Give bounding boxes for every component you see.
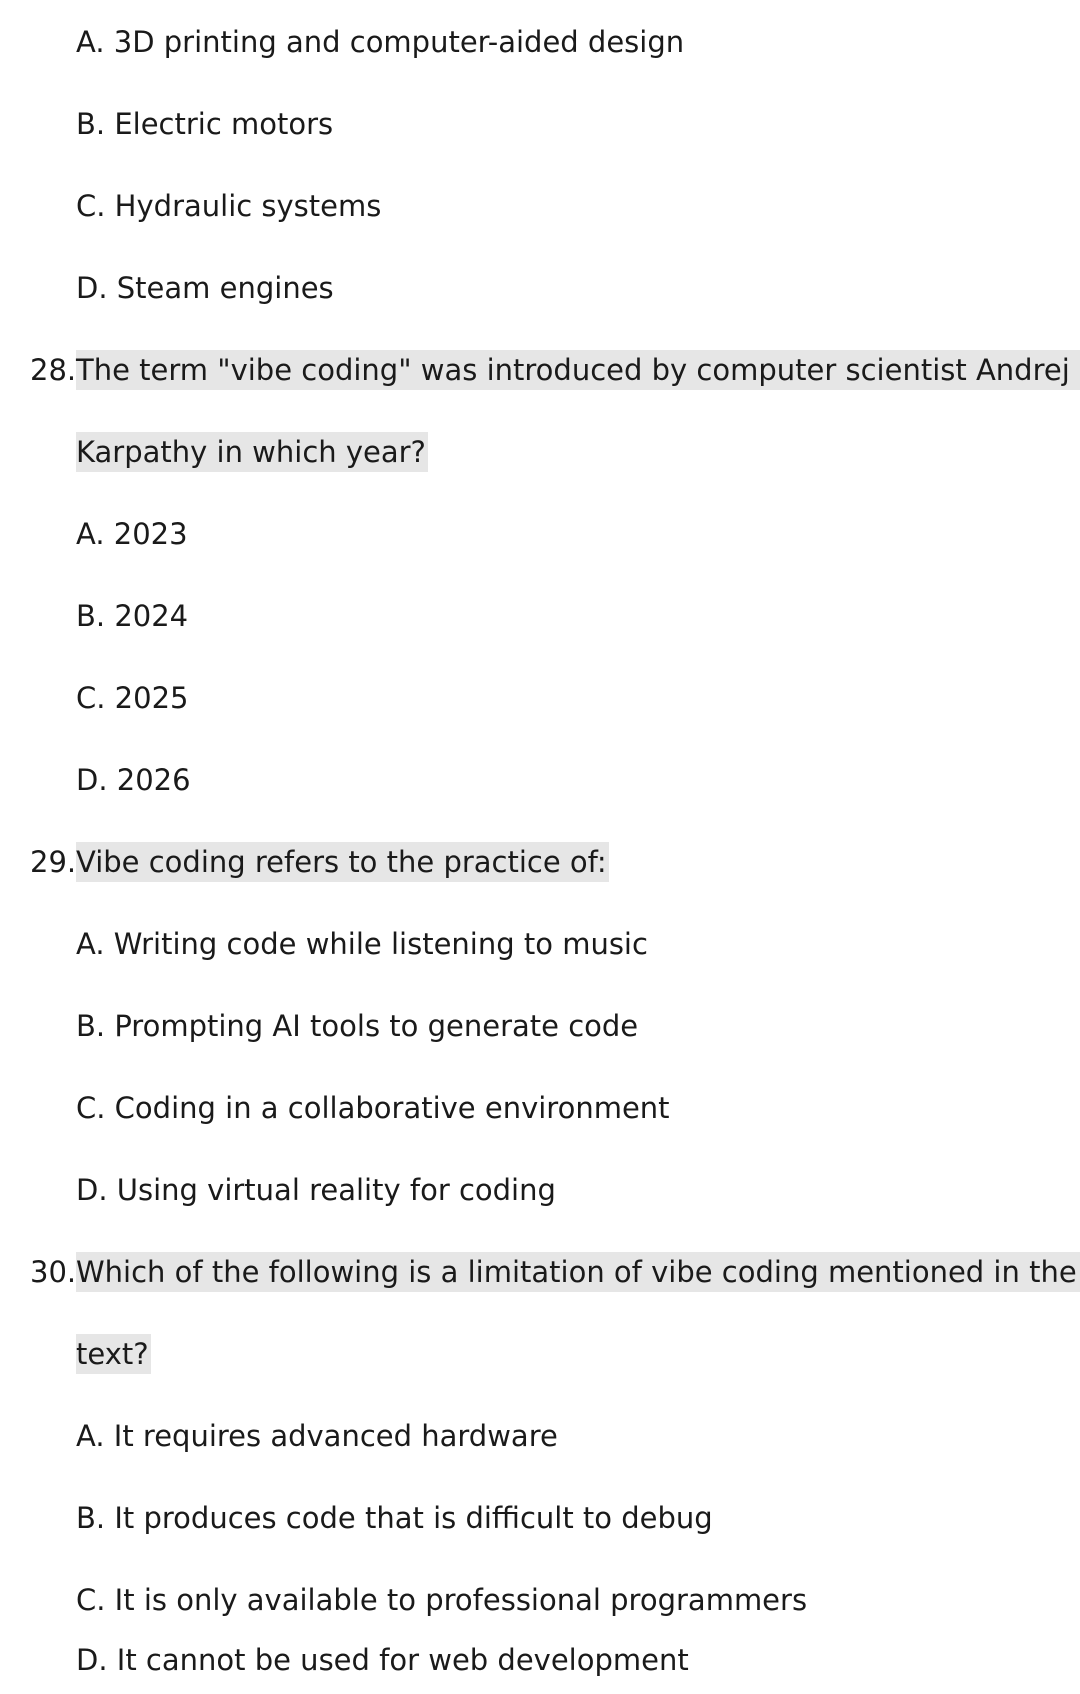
option-text: B. Electric motors bbox=[76, 107, 334, 141]
option-30b bbox=[0, 1498, 1080, 1580]
option-text: C. 2025 bbox=[76, 681, 189, 715]
option-text: C. Coding in a collaborative environment bbox=[76, 1091, 670, 1125]
option-28a bbox=[0, 514, 1080, 596]
option-text: D. Using virtual reality for coding bbox=[76, 1173, 556, 1207]
option-29c bbox=[0, 1088, 1080, 1170]
option-text: A. 3D printing and computer-aided design bbox=[76, 25, 685, 59]
option-27b bbox=[0, 104, 1080, 186]
option-text: A. It requires advanced hardware bbox=[76, 1419, 558, 1453]
option-text: D. Steam engines bbox=[76, 271, 334, 305]
question-number: 29. bbox=[30, 845, 77, 879]
option-text: A. Writing code while listening to music bbox=[76, 927, 648, 961]
option-30a bbox=[0, 1416, 1080, 1498]
option-text: B. 2024 bbox=[76, 599, 189, 633]
question-text: Vibe coding refers to the practice of: bbox=[76, 842, 609, 882]
question-text: The term "vibe coding" was introduced by computer scientist Andrej bbox=[76, 350, 1080, 390]
option-text: C. It is only available to professional programmers bbox=[76, 1583, 808, 1617]
option-27c bbox=[0, 186, 1080, 268]
question-number: 28. bbox=[30, 353, 77, 387]
question-28-continued bbox=[0, 432, 1080, 514]
option-28b bbox=[0, 596, 1080, 678]
option-text: D. 2026 bbox=[76, 763, 191, 797]
option-text: D. It cannot be used for web development bbox=[76, 1643, 689, 1677]
option-29b bbox=[0, 1006, 1080, 1088]
question-30 bbox=[0, 1252, 1080, 1334]
question-28 bbox=[0, 350, 1080, 432]
option-text: A. 2023 bbox=[76, 517, 188, 551]
question-number: 30. bbox=[30, 1255, 77, 1289]
option-28d bbox=[0, 760, 1080, 842]
question-text: Which of the following is a limitation of vibe coding mentioned in the bbox=[76, 1252, 1080, 1292]
option-28c bbox=[0, 678, 1080, 760]
question-29 bbox=[0, 842, 1080, 924]
option-text: B. It produces code that is difficult to debug bbox=[76, 1501, 713, 1535]
option-27a bbox=[0, 22, 1080, 104]
option-text: C. Hydraulic systems bbox=[76, 189, 382, 223]
option-text: B. Prompting AI tools to generate code bbox=[76, 1009, 639, 1043]
option-27d bbox=[0, 268, 1080, 350]
question-text: Karpathy in which year? bbox=[76, 432, 428, 472]
question-text: text? bbox=[76, 1334, 151, 1374]
option-29d bbox=[0, 1170, 1080, 1252]
option-29a bbox=[0, 924, 1080, 1006]
question-30-continued bbox=[0, 1334, 1080, 1416]
option-30d bbox=[0, 1640, 1080, 1688]
